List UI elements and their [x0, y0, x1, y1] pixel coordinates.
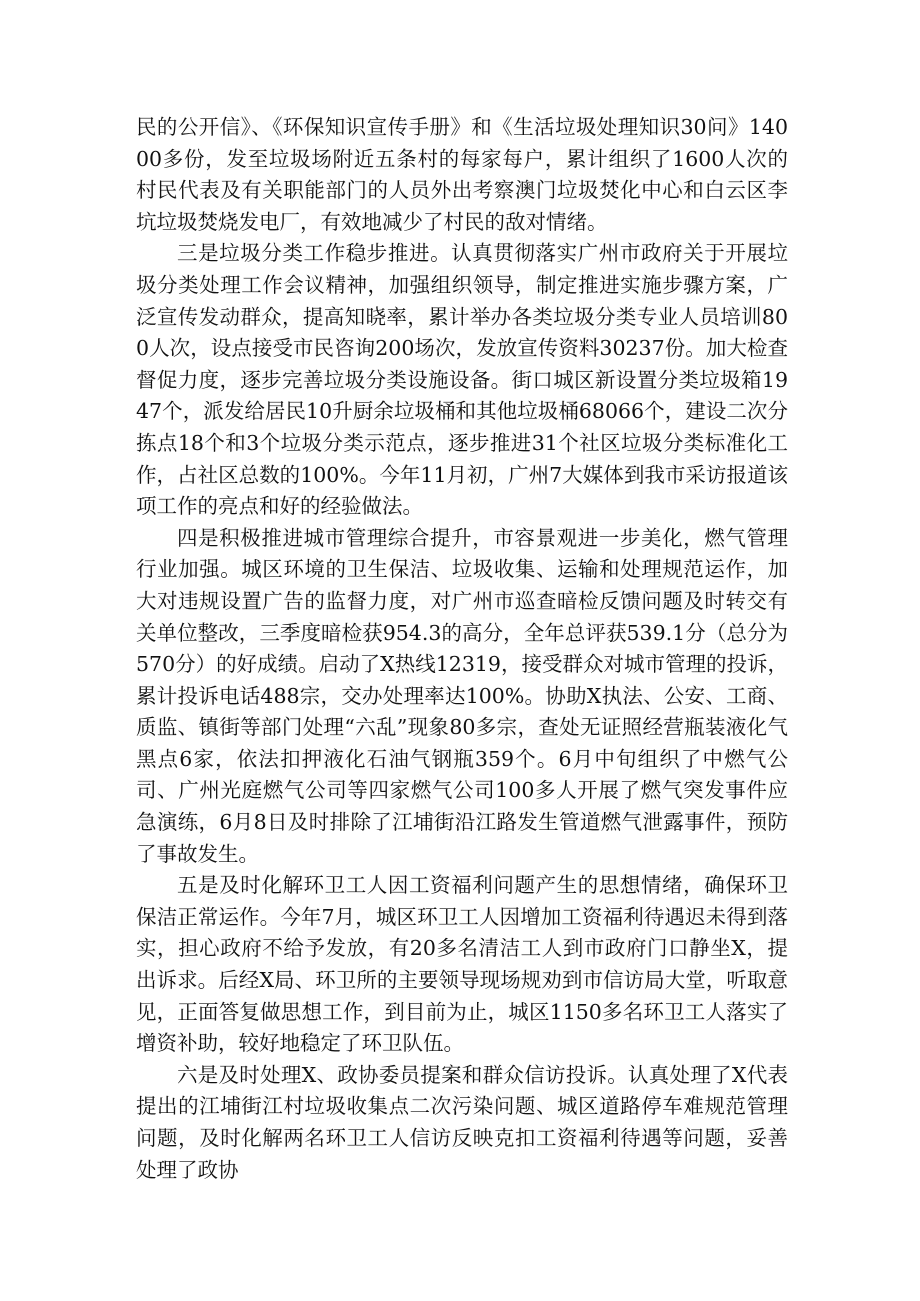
paragraph-city-management: 四是积极推进城市管理综合提升，市容景观进一步美化，燃气管理行业加强。城区环境的卫生保洁、垃圾收集、运输和处理规范运作，加大对违规设置广告的监督力度，对广州市巡查暗检反馈问题及时转交有关单位整改，三季度暗检获954.3的高分，全年总评获539.1分（总分为570分）的好成绩。启动了X热线12319，接受群众对城市管理的投诉，累计投诉电话488宗，交办处理率达100%。协助X执法、公安、工商、质监、镇街等部门处理“六乱”现象80多宗，查处无证照经营瓶装液化气黑点6家，依法扣押液化石油气钢瓶359个。6月中旬组织了中燃气公司、广州光庭燃气公司等四家燃气公司100多人开展了燃气突发事件应急演练，6月8日及时排除了江埔街沿江路发生管道燃气泄露事件，预防了事故发生。: [136, 525, 788, 866]
paragraph-sanitation-workers: 五是及时化解环卫工人因工资福利问题产生的思想情绪，确保环卫保洁正常运作。今年7月，城区环卫工人因增加工资福利待遇迟未得到落实，担心政府不给予发放，有20多名清洁工人到市政府门口静坐X，提出诉求。后经X局、环卫所的主要领导现场规劝到市信访局大堂，听取意见，正面答复做思想工作，到目前为止，城区1150多名环卫工人落实了增资补助，较好地稳定了环卫队伍。: [136, 873, 788, 1056]
paragraph-garbage-sorting: 三是垃圾分类工作稳步推进。认真贯彻落实广州市政府关于开展垃圾分类处理工作会议精神，加强组织领导，制定推进实施步骤方案，广泛宣传发动群众，提高知晓率，累计举办各类垃圾分类专业人员培训800人次，设点接受市民咨询200场次，发放宣传资料30237份。加大检查督促力度，逐步完善垃圾分类设施设备。街口城区新设置分类垃圾箱1947个，派发给居民10升厨余垃圾桶和其他垃圾桶68066个，建设二次分拣点18个和3个垃圾分类示范点，逐步推进31个社区垃圾分类标准化工作，占社区总数的100%。今年11月初，广州7大媒体到我市采访报道该项工作的亮点和好的经验做法。: [136, 241, 788, 519]
paragraph-proposals-petitions: 六是及时处理X、政协委员提案和群众信访投诉。认真处理了X代表提出的江埔街江村垃圾收集点二次污染问题、城区道路停车难规范管理问题，及时化解两名环卫工人信访反映克扣工资福利待遇等问题，妥善处理了政协: [136, 1062, 788, 1182]
paragraph-continued-letter: 民的公开信》、《环保知识宣传手册》和《生活垃圾处理知识30问》14000多份，发至垃圾场附近五条村的每家每户，累计组织了1600人次的村民代表及有关职能部门的人员外出考察澳门垃圾焚化中心和白云区李坑垃圾焚烧发电厂，有效地减少了村民的敌对情绪。: [136, 115, 788, 234]
document-body: [136, 112, 788, 1186]
